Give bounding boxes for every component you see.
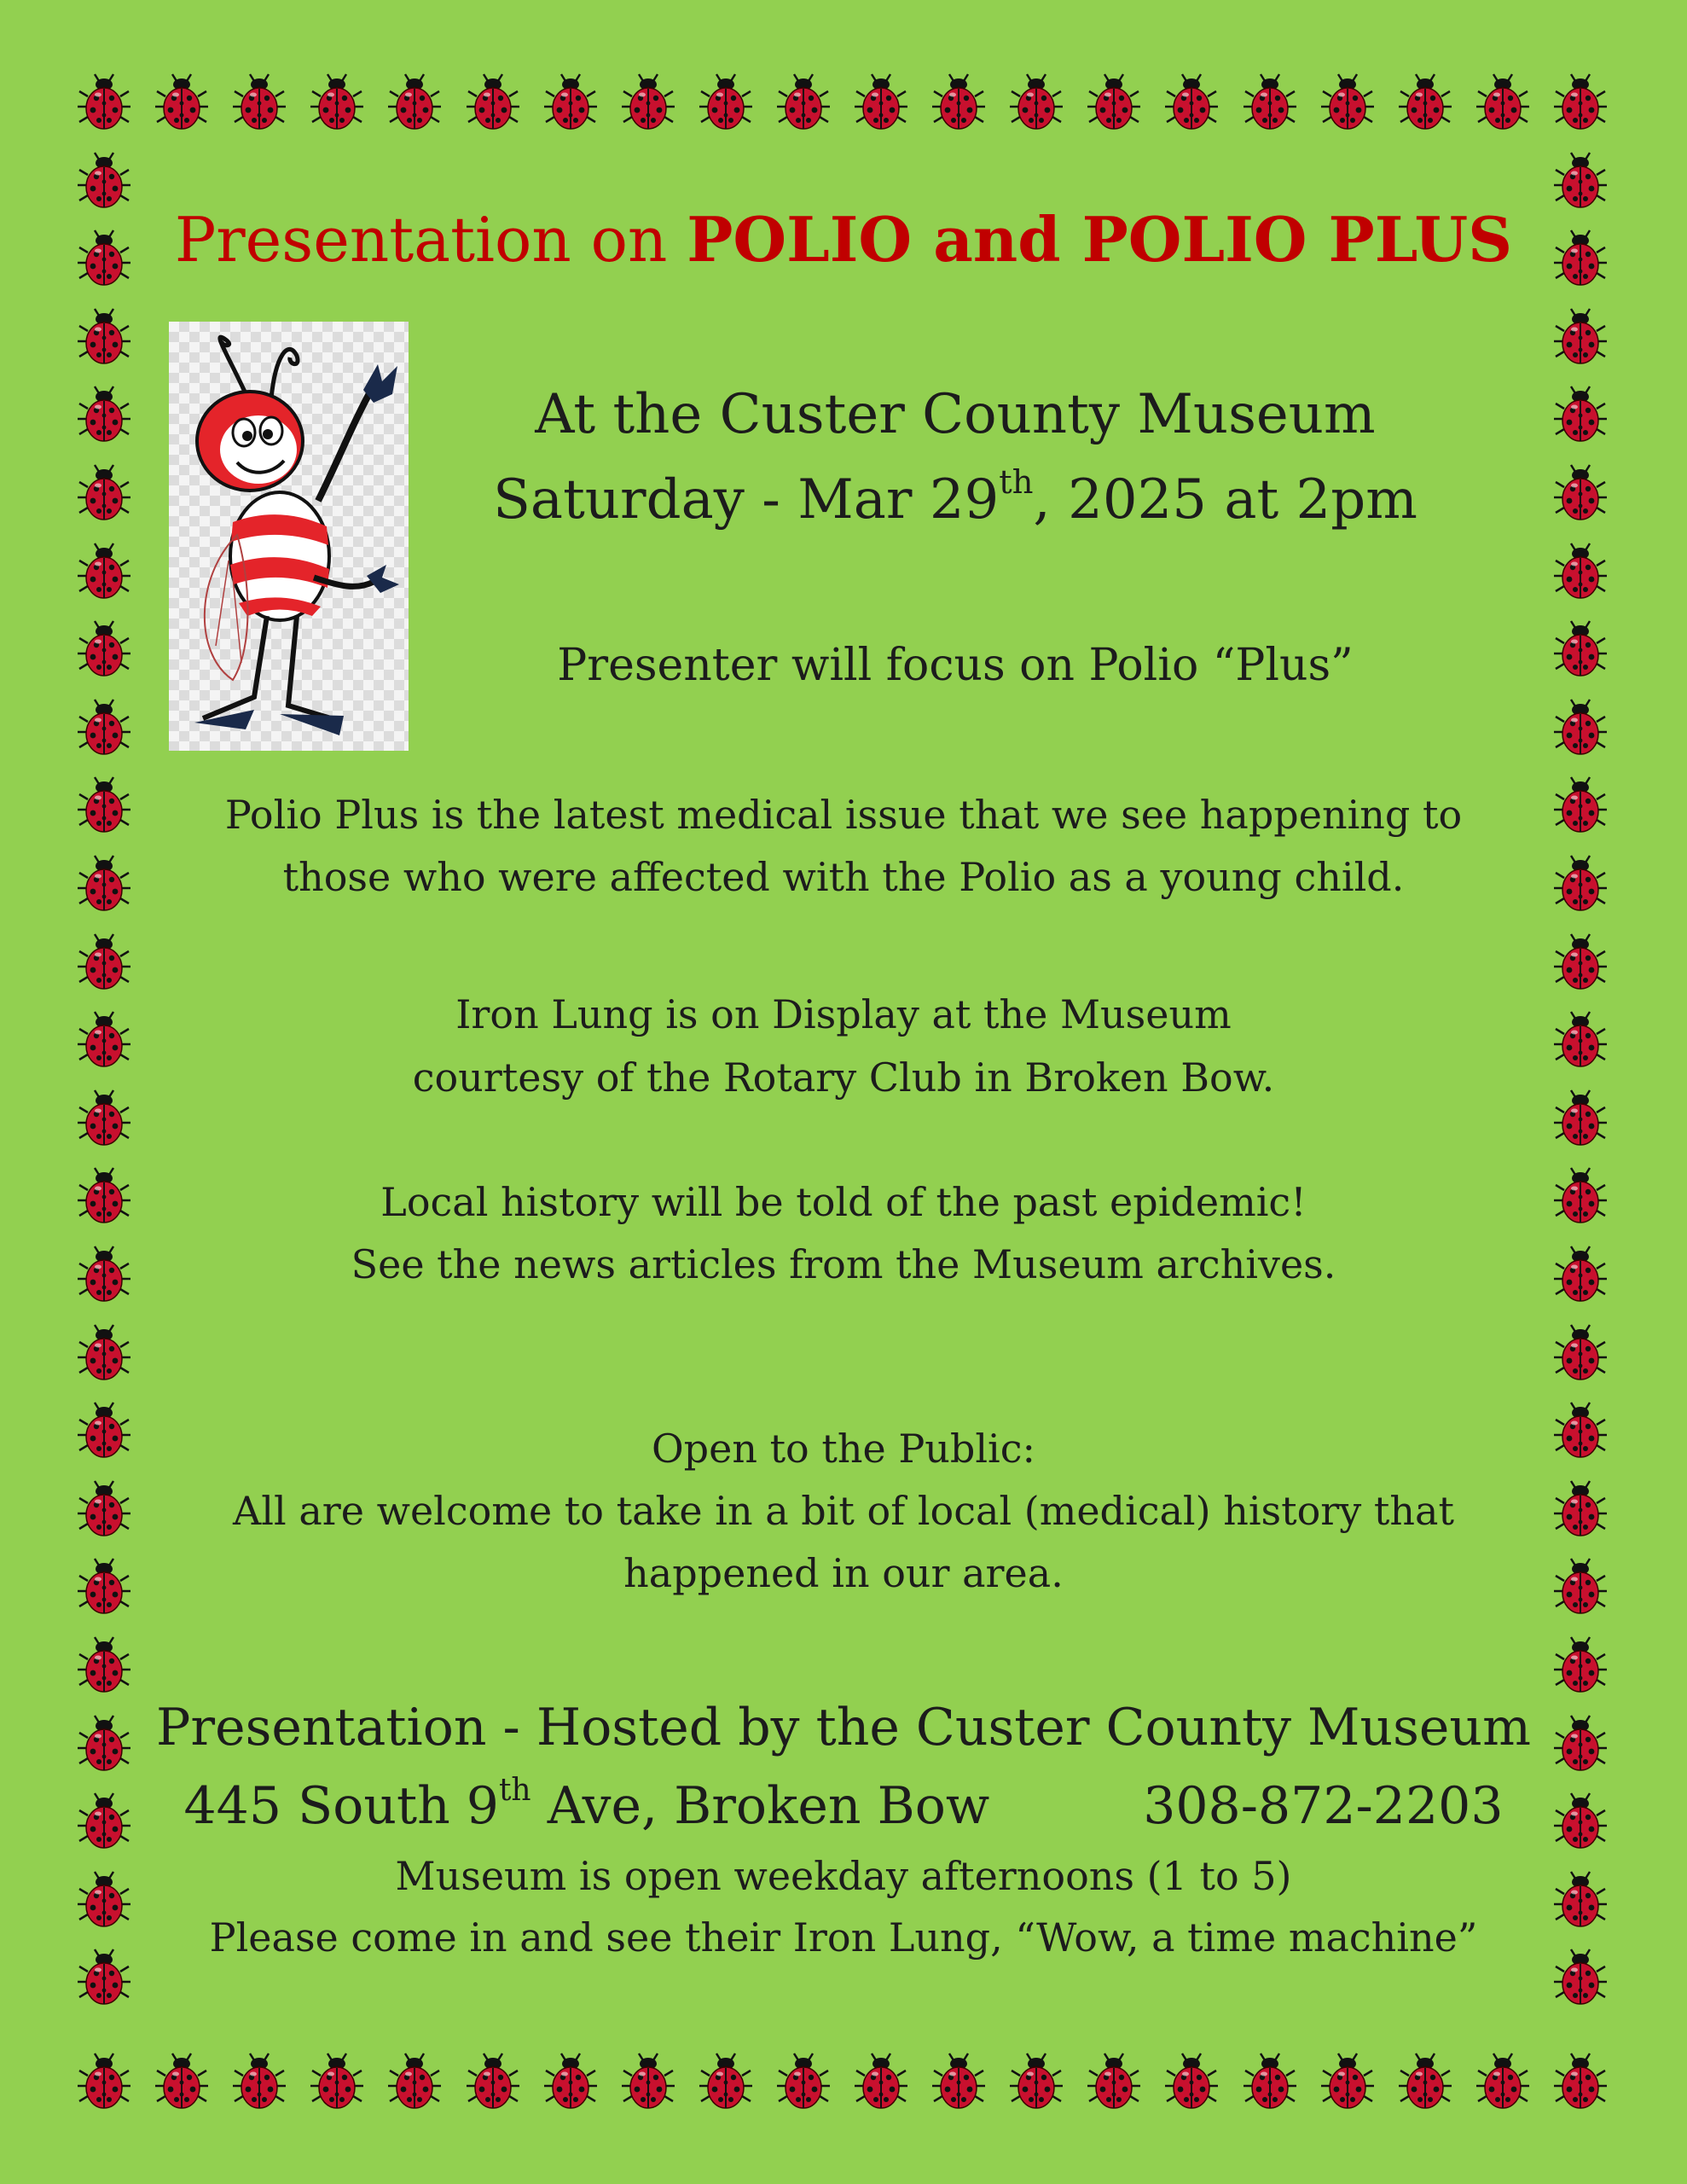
public-line-1: Open to the Public: — [651, 1426, 1036, 1472]
hours-line-2: Please come in and see their Iron Lung, “Wow, a time machine” — [209, 1914, 1478, 1960]
ladybug-icon — [154, 73, 210, 132]
ladybug-icon — [1552, 73, 1609, 132]
polio-plus-line-1: Polio Plus is the latest medical issue that we see happening to — [224, 792, 1463, 838]
ladybug-icon — [76, 542, 132, 601]
ladybug-icon — [465, 73, 521, 132]
ladybug-icon — [76, 307, 132, 367]
history-line-1: Local history will be told of the past epidemic! — [380, 1179, 1307, 1225]
address-superscript: th — [498, 1773, 531, 1808]
ladybug-icon — [698, 2052, 754, 2111]
title-prefix: Presentation on — [174, 204, 687, 276]
ladybug-icon — [1552, 1635, 1609, 1695]
ladybug-icon — [1552, 463, 1609, 523]
ladybug-icon — [231, 2052, 287, 2111]
address-prefix: 445 South 9 — [183, 1776, 499, 1836]
bee-mascot-image — [169, 322, 409, 751]
ladybug-icon — [1319, 2052, 1376, 2111]
iron-lung-line-1: Iron Lung is on Display at the Museum — [455, 991, 1232, 1037]
venue-line: At the Custer County Museum — [535, 383, 1376, 446]
ladybug-icon — [76, 1635, 132, 1695]
host-line: Presentation - Hosted by the Custer County Museum — [156, 1698, 1531, 1757]
ladybug-icon — [386, 2052, 443, 2111]
date-prefix: Saturday - Mar 29 — [493, 468, 1000, 531]
date-suffix: , 2025 at 2pm — [1033, 468, 1417, 531]
polio-plus-line-2: those who were affected with the Polio as a young child. — [282, 854, 1405, 900]
ladybug-icon — [620, 73, 676, 132]
ladybug-icon — [1475, 73, 1531, 132]
hours-line-1: Museum is open weekday afternoons (1 to 5) — [395, 1853, 1292, 1899]
ladybug-icon — [76, 1323, 132, 1383]
ladybug-icon — [465, 2052, 521, 2111]
ladybug-icon — [76, 2052, 132, 2111]
ladybug-icon — [620, 2052, 676, 2111]
ladybug-icon — [1552, 385, 1609, 444]
ladybug-icon — [1552, 307, 1609, 367]
ladybug-icon — [1397, 73, 1453, 132]
ladybug-icon — [1008, 73, 1064, 132]
public-line-3: happened in our area. — [623, 1550, 1064, 1596]
ladybug-icon — [76, 698, 132, 758]
ladybug-icon — [1008, 2052, 1064, 2111]
ladybug-icon — [1552, 619, 1609, 679]
ladybug-icon — [154, 2052, 210, 2111]
ladybug-icon — [775, 2052, 832, 2111]
ladybug-icon — [1397, 2052, 1453, 2111]
ladybug-icon — [309, 2052, 365, 2111]
ladybug-icon — [76, 385, 132, 444]
public-line-2: All are welcome to take in a bit of local (medical) history that — [233, 1488, 1454, 1534]
ladybug-icon — [1552, 1323, 1609, 1383]
presenter-focus: Presenter will focus on Polio “Plus” — [557, 640, 1354, 691]
page-title — [0, 201, 1687, 278]
ladybug-icon — [231, 73, 287, 132]
ladybug-icon — [698, 73, 754, 132]
date-superscript: th — [999, 463, 1034, 502]
ladybug-icon — [1086, 2052, 1142, 2111]
date-line — [443, 463, 1467, 534]
ladybug-icon — [1163, 2052, 1220, 2111]
ladybug-icon — [853, 73, 909, 132]
ladybug-icon — [775, 73, 832, 132]
ladybug-icon — [1319, 73, 1376, 132]
ladybug-icon — [386, 73, 443, 132]
ladybug-icon — [930, 2052, 987, 2111]
ladybug-icon — [542, 2052, 599, 2111]
ladybug-icon — [76, 932, 132, 992]
address-suffix: Ave, Broken Bow — [530, 1776, 990, 1836]
iron-lung-line-2: courtesy of the Rotary Club in Broken Bow. — [412, 1054, 1275, 1101]
phone-number: 308-872-2203 — [1143, 1776, 1504, 1836]
ladybug-icon — [930, 73, 987, 132]
ladybug-icon — [1552, 698, 1609, 758]
ladybug-icon — [1552, 932, 1609, 992]
address-line — [0, 1772, 1687, 1840]
bee-mascot-icon — [169, 322, 409, 751]
ladybug-icon — [76, 73, 132, 132]
title-bold: POLIO and POLIO PLUS — [687, 203, 1513, 276]
history-line-2: See the news articles from the Museum archives. — [351, 1241, 1336, 1287]
ladybug-icon — [1552, 2052, 1609, 2111]
ladybug-icon — [76, 619, 132, 679]
ladybug-icon — [309, 73, 365, 132]
ladybug-icon — [1552, 542, 1609, 601]
ladybug-icon — [1242, 73, 1298, 132]
ladybug-icon — [76, 463, 132, 523]
ladybug-icon — [853, 2052, 909, 2111]
ladybug-icon — [1242, 2052, 1298, 2111]
ladybug-icon — [1475, 2052, 1531, 2111]
ladybug-icon — [1086, 73, 1142, 132]
ladybug-icon — [1163, 73, 1220, 132]
ladybug-icon — [542, 73, 599, 132]
